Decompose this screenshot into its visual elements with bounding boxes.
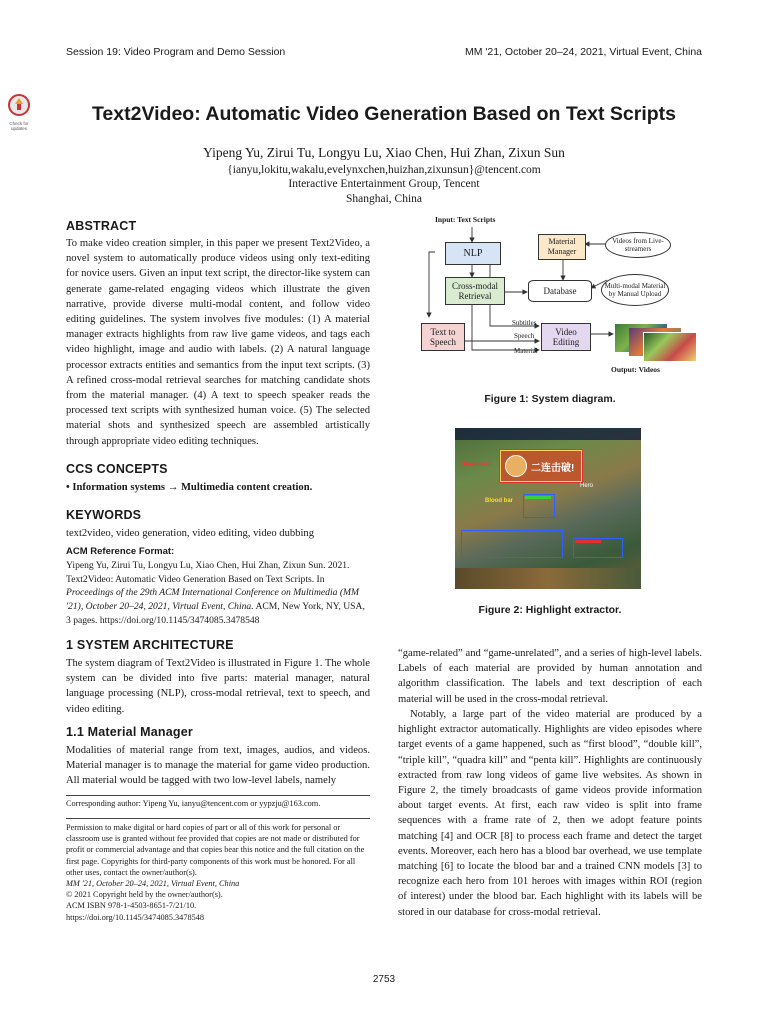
permission-isbn: ACM ISBN 978-1-4503-8651-7/21/10. bbox=[66, 901, 197, 911]
right-col-paragraph-2: Notably, a large part of the video material are produced by a highlight extractor automatically. Highlights are video episodes where target events of a game happened, such as “first blood”, “double kill”, “triple kill”, “quadra kill” and “penta kill”. Highlights are continuously extracted from raw long videos of game live websites. As shown in Figure 2, the timely broadcasts of game videos provide information about target events. At first, each raw video is split into frame sequences with a frame rate of 2, then we adopt feature points matching [4] and OCR [8] to process each frame and detect the target events. Moreover, each hero has a blood bar overhead, we use template matching [6] to locate the blood bar and a trained CNN models [3] to recognize each hero from 101 heroes with images within ROI (region of interest) under the blood bar. Each highlight with its labels will be stored in our database for cross-modal retrieval. bbox=[398, 709, 702, 918]
diagram-input-label: Input: Text Scripts bbox=[435, 215, 496, 224]
broadcast-banner-text: 二连击破! bbox=[531, 463, 575, 474]
keywords-text: text2video, video generation, video editing, video dubbing bbox=[66, 528, 315, 539]
hero-roi-1 bbox=[523, 494, 555, 518]
permission-block bbox=[66, 822, 370, 923]
hero-label: Hero bbox=[580, 483, 594, 489]
affiliation: Interactive Entertainment Group, Tencent bbox=[288, 178, 480, 190]
multimodal-ellipse: Multi-modal Material by Manual Upload bbox=[601, 274, 669, 306]
keywords-heading: KEYWORDS bbox=[66, 508, 142, 522]
videos-live-ellipse: Videos from Live-streamers bbox=[605, 232, 671, 258]
database-cylinder: Database bbox=[528, 280, 592, 302]
permission-text: Permission to make digital or hard copies of part or all of this work for personal or classroom use is granted without fee provided that copies are not made or distributed for profit or commercial advantage and that copies bear this notice and the full citation on the first page. Copyrights for third-party components of this work must be honored. For all other uses, contact the owner/author(s). bbox=[66, 823, 365, 877]
video-editing-box: Video Editing bbox=[541, 323, 591, 351]
figure-2-screenshot bbox=[455, 428, 641, 589]
abstract-text: To make video creation simpler, in this paper we present Text2Video, a novel system to automatically produce videos using only text-editing for novice users. Given an input text script, the director-like system can generate game-related engaging videos which illustrate the given narrative, provide diverse multi-modal content, and follow video editing guidelines. The system involves five modules: (1) A material manager extracts highlights from raw live game videos, and tags each video highlight, image and audio with labels. (2) A natural language processor extracts entities and semantics from the input text scripts. (3) A refined cross-modal retrieval searches for matching candidate shots from the material manager. (4) A text to speech speaker reads the processed text scripts with synthesized human voice. (5) The selected material shots and synthesized speech are assembled artistically through appropriate video editing techniques. bbox=[66, 238, 370, 447]
acm-ref-line2: ACM, New York, NY, USA, 3 pages. https://doi.org/10.1145/3474085.3478548 bbox=[66, 601, 365, 626]
right-col-paragraph-1: “game-related” and “game-unrelated”, and a series of high-level labels. Labels of each material are provided by human annotation and algorithm classification. The labels and text description of each material will be used in the cross-modal retrieval. bbox=[398, 648, 702, 705]
acm-ref-heading: ACM Reference Format: bbox=[66, 546, 175, 557]
running-header-session: Session 19: Video Program and Demo Session bbox=[66, 46, 286, 58]
broadcast-tag: Broadcast bbox=[461, 462, 491, 468]
location: Shanghai, China bbox=[345, 193, 423, 205]
ccs-heading: CCS CONCEPTS bbox=[66, 462, 168, 476]
broadcast-roi bbox=[499, 449, 583, 483]
permission-copyright: © 2021 Copyright held by the owner/author(s). bbox=[66, 890, 223, 900]
footnote-rule-1 bbox=[66, 795, 370, 796]
running-header-conference: MM '21, October 20–24, 2021, Virtual Event, China bbox=[464, 46, 702, 58]
blood-bar-tag: Blood bar bbox=[485, 498, 513, 504]
game-top-bar bbox=[455, 428, 641, 440]
permission-venue: MM '21, October 20–24, 2021, Virtual Event, China bbox=[66, 879, 240, 889]
update-badge-label: Check for updates bbox=[9, 121, 29, 131]
acm-ref-line1: Yipeng Yu, Zirui Tu, Longyu Lu, Xiao Chen, Hui Zhan, Zixun Sun. 2021. Text2Video: Automatic Video Generation Based on Text Scripts. In bbox=[66, 560, 350, 585]
tts-box: Text to Speech bbox=[421, 323, 465, 351]
figure-1-caption: Figure 1: System diagram. bbox=[484, 393, 616, 405]
author-list: Yipeng Yu, Zirui Tu, Longyu Lu, Xiao Chen, Hui Zhan, Zixun Sun bbox=[203, 145, 565, 160]
acm-ref-proceedings: Proceedings of the 29th ACM International Conference on Multimedia (MM '21), October 20–24, 2021, Virtual Event, China. bbox=[66, 587, 359, 613]
corresponding-author: Corresponding author: Yipeng Yu, ianyu@tencent.com or yypzju@163.com. bbox=[66, 799, 321, 808]
output-label: Output: Videos bbox=[611, 365, 660, 374]
hero-roi-2 bbox=[573, 538, 623, 558]
page-number: 2753 bbox=[372, 974, 396, 985]
section-1-text: The system diagram of Text2Video is illustrated in Figure 1. The whole system can be divided into five parts: material manager, natural language processing (NLP), cross-modal retrieval, text to speech, and video editing. bbox=[66, 658, 370, 715]
section-1-heading: 1 SYSTEM ARCHITECTURE bbox=[66, 638, 234, 652]
abstract-heading: ABSTRACT bbox=[66, 219, 137, 233]
material-label: Material bbox=[514, 347, 538, 355]
acm-ref-text bbox=[66, 559, 370, 628]
output-thumb-3 bbox=[643, 332, 697, 362]
figure-1-diagram bbox=[415, 214, 705, 380]
cross-modal-box: Cross-modal Retrieval bbox=[445, 277, 505, 305]
speech-label: Speech bbox=[514, 332, 535, 340]
paper-title: Text2Video: Automatic Video Generation Based on Text Scripts bbox=[91, 103, 677, 125]
nlp-box: NLP bbox=[445, 242, 501, 265]
hero-roi-3 bbox=[461, 530, 563, 558]
subtitles-label: Subtitles bbox=[512, 319, 537, 327]
permission-doi[interactable]: https://doi.org/10.1145/3474085.3478548 bbox=[66, 912, 205, 922]
author-emails: {ianyu,lokitu,wakalu,evelynxchen,huizhan,zixunsun}@tencent.com bbox=[227, 164, 541, 176]
figure-2-caption: Figure 2: Highlight extractor. bbox=[478, 604, 622, 616]
ccs-text: • Information systems → Multimedia content creation. bbox=[66, 482, 313, 493]
section-1-1-heading: 1.1 Material Manager bbox=[66, 725, 193, 739]
material-manager-box: Material Manager bbox=[538, 234, 586, 260]
section-1-1-text: Modalities of material range from text, images, audios, and videos. Material manager is to manage the material for game video production. All material would be tagged with two low-level labels, namely bbox=[66, 745, 370, 787]
game-ground bbox=[455, 568, 641, 589]
footnote-rule-2 bbox=[66, 818, 370, 819]
